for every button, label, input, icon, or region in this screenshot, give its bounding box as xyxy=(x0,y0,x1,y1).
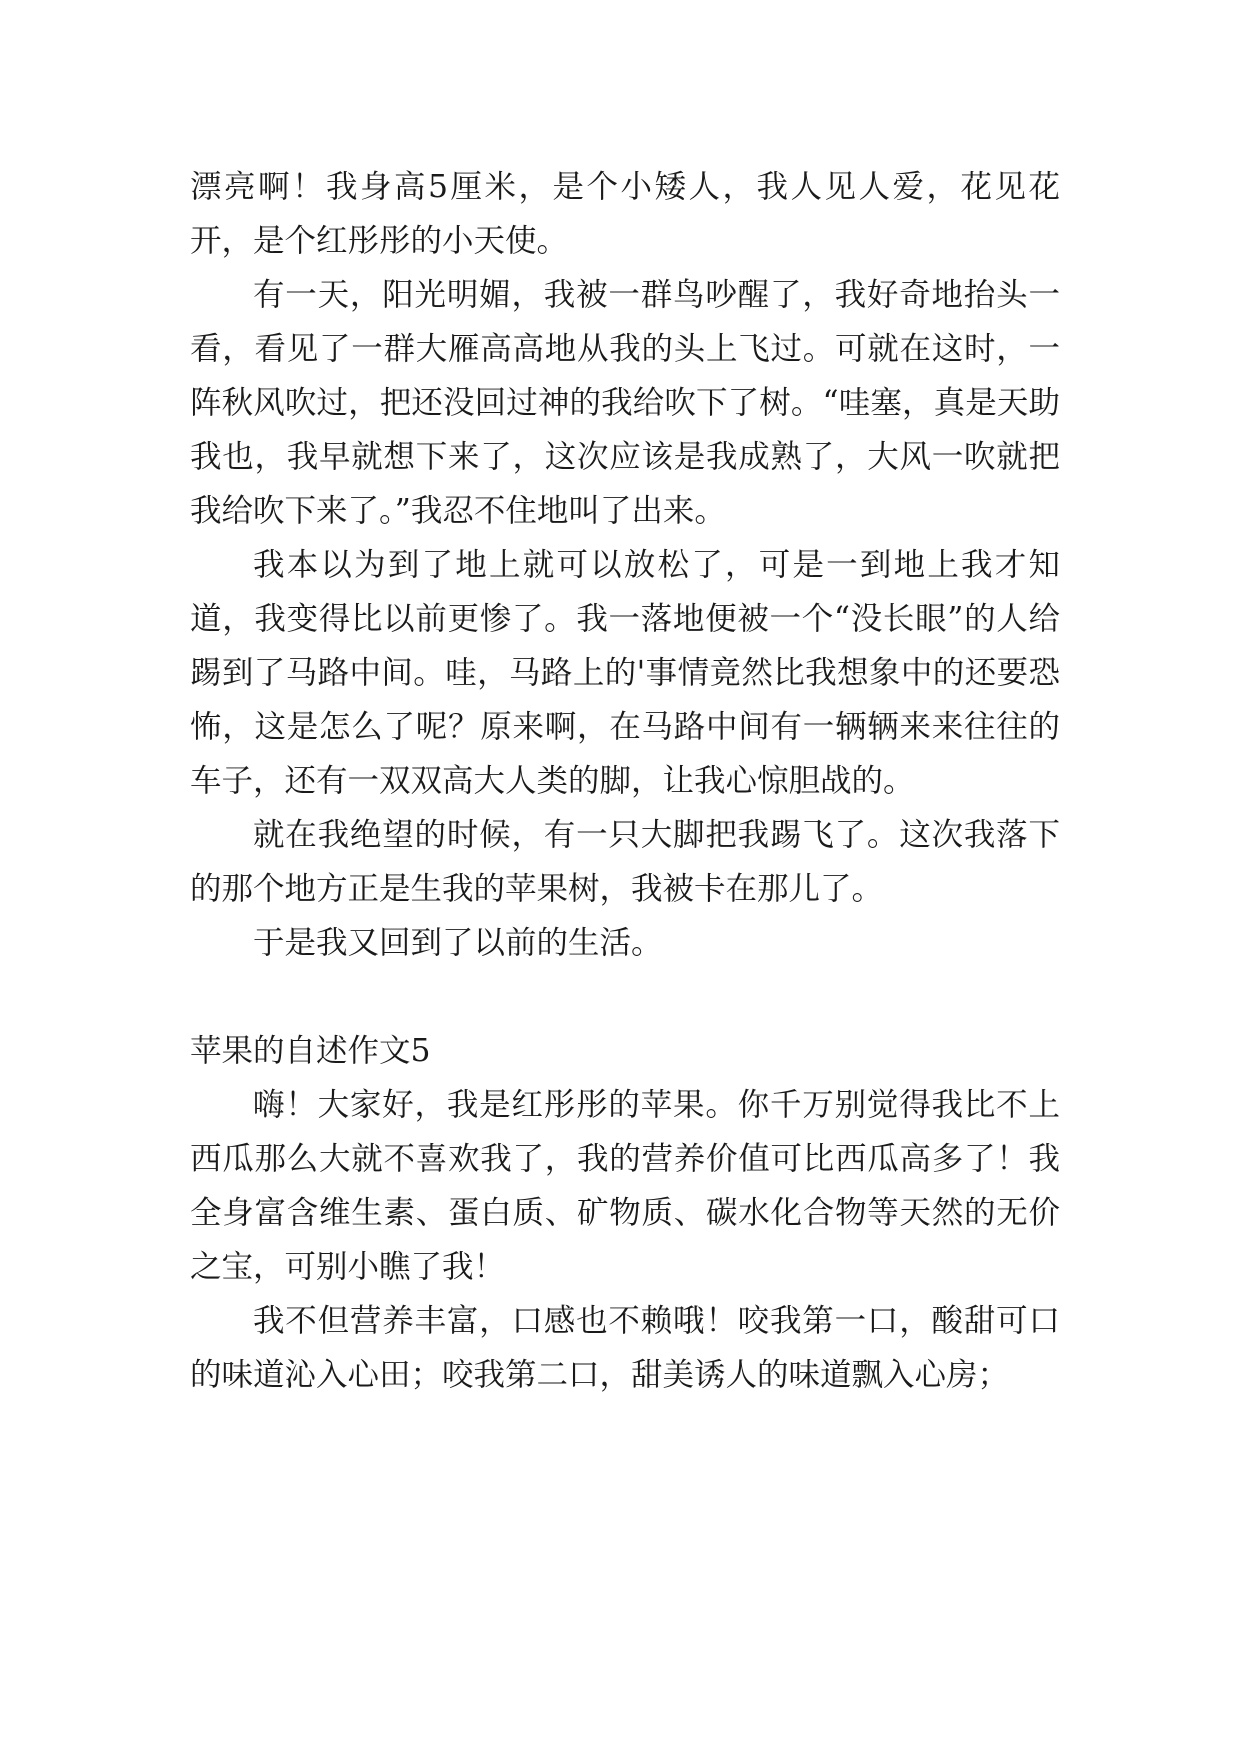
document-body xyxy=(190,160,1060,1402)
section-title: 苹果的自述作文5 xyxy=(190,1033,431,1069)
paragraph: 漂亮啊！我身高5厘米，是个小矮人，我人见人爱，花见花开，是个红彤彤的小天使。 xyxy=(190,169,1060,259)
paragraph: 我本以为到了地上就可以放松了，可是一到地上我才知道，我变得比以前更惨了。我一落地便被一个“没长眼”的人给踢到了马路中间。哇，马路上的'事情竟然比我想象中的还要恐怖，这是怎么了呢？原来啊，在马路中间有一辆辆来来往往的车子，还有一双双高大人类的脚，让我心惊胆战的。 xyxy=(190,547,1060,799)
paragraph: 我不但营养丰富，口感也不赖哦！咬我第一口，酸甜可口的味道沁入心田；咬我第二口，甜美诱人的味道飘入心房； xyxy=(190,1303,1060,1393)
paragraph: 于是我又回到了以前的生活。 xyxy=(253,925,663,961)
paragraph: 嗨！大家好，我是红彤彤的苹果。你千万别觉得我比不上西瓜那么大就不喜欢我了，我的营养价值可比西瓜高多了！我全身富含维生素、蛋白质、矿物质、碳水化合物等天然的无价之宝，可别小瞧了我！ xyxy=(190,1087,1060,1285)
paragraph: 就在我绝望的时候，有一只大脚把我踢飞了。这次我落下的那个地方正是生我的苹果树，我被卡在那儿了。 xyxy=(190,817,1060,907)
paragraph: 有一天，阳光明媚，我被一群鸟吵醒了，我好奇地抬头一看，看见了一群大雁高高地从我的头上飞过。可就在这时，一阵秋风吹过，把还没回过神的我给吹下了树。“哇塞，真是天助我也，我早就想下来了，这次应该是我成熟了，大风一吹就把我给吹下来了。”我忍不住地叫了出来。 xyxy=(190,277,1060,529)
section-gap xyxy=(190,970,1060,1024)
